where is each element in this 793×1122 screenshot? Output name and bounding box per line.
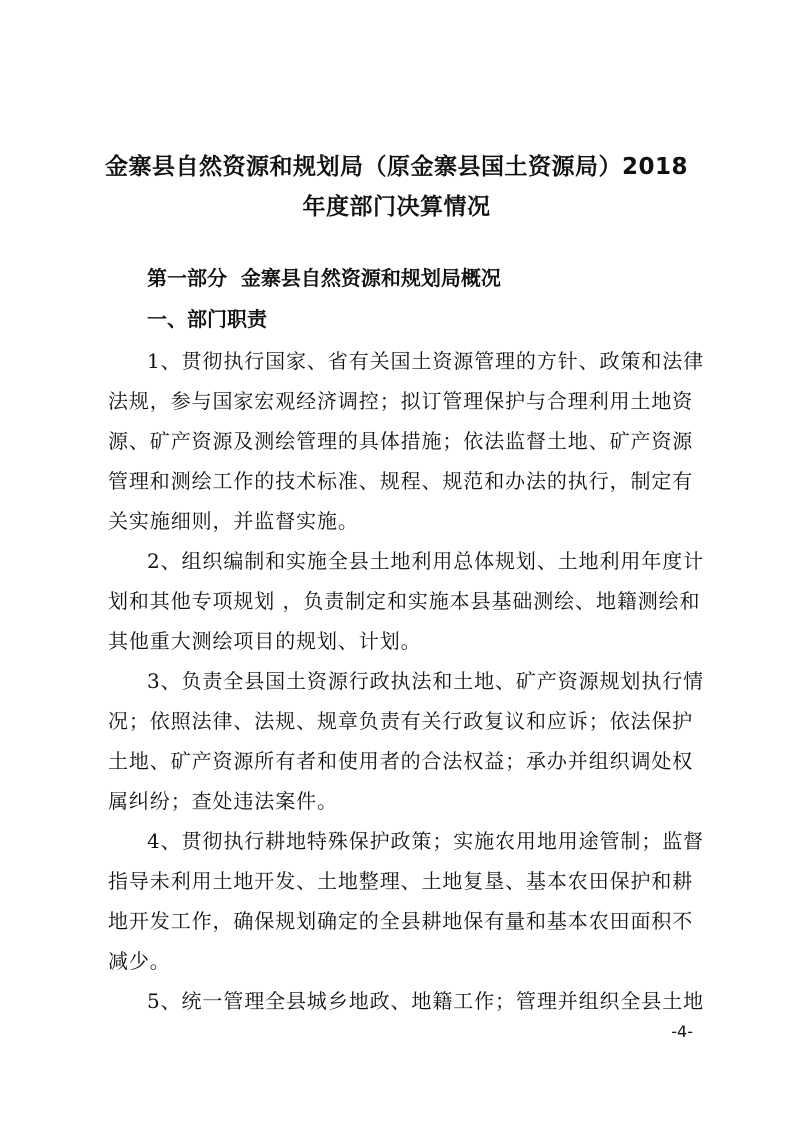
paragraph-3-line-4: 属纠纷；查处违法案件。 [108, 789, 338, 813]
paragraph-4-line-1: 4、贯彻执行耕地特殊保护政策；实施农用地用途管制；监督 [147, 829, 705, 853]
paragraph-3-line-2: 况；依照法律、法规、规章负责有关行政复议和应诉；依法保护 [108, 709, 694, 733]
paragraph-2-line-2: 划和其他专项规划 ，负责制定和实施本县基础测绘、地籍测绘和 [108, 589, 701, 613]
paragraph-1-line-4: 管理和测绘工作的技术标准、规程、规范和办法的执行，制定有 [108, 469, 694, 493]
paragraph-4-line-3: 地开发工作，确保规划确定的全县耕地保有量和基本农田面积不 [108, 909, 694, 933]
part-heading: 第一部分 金寨县自然资源和规划局概况 [147, 266, 501, 290]
page-number: -4- [671, 1022, 693, 1041]
paragraph-1-line-3: 源、矿产资源及测绘管理的具体措施；依法监督土地、矿产资源 [108, 429, 694, 453]
document-title-line-1: 金寨县自然资源和规划局（原金寨县国土资源局）2018 [104, 154, 688, 180]
paragraph-3-line-1: 3、负责全县国土资源行政执法和土地、矿产资源规划执行情 [147, 669, 705, 693]
paragraph-2-line-3: 其他重大测绘项目的规划、计划。 [108, 629, 422, 653]
document-title-line-2: 年度部门决算情况 [302, 194, 491, 220]
paragraph-5-line-1: 5、统一管理全县城乡地政、地籍工作；管理并组织全县土地 [147, 989, 705, 1013]
paragraph-1-line-1: 1、贯彻执行国家、省有关国土资源管理的方针、政策和法律 [147, 349, 705, 373]
paragraph-1-line-5: 关实施细则，并监督实施。 [108, 509, 359, 533]
paragraph-1-line-2: 法规，参与国家宏观经济调控；拟订管理保护与合理利用土地资 [108, 389, 694, 413]
paragraph-4-line-2: 指导未利用土地开发、土地整理、土地复垦、基本农田保护和耕 [108, 869, 694, 893]
paragraph-3-line-3: 土地、矿产资源所有者和使用者的合法权益；承办并组织调处权 [108, 749, 694, 773]
paragraph-4-line-4: 减少。 [108, 949, 171, 973]
paragraph-2-line-1: 2、组织编制和实施全县土地利用总体规划、土地利用年度计 [147, 549, 705, 573]
section-heading: 一、部门职责 [147, 307, 267, 331]
